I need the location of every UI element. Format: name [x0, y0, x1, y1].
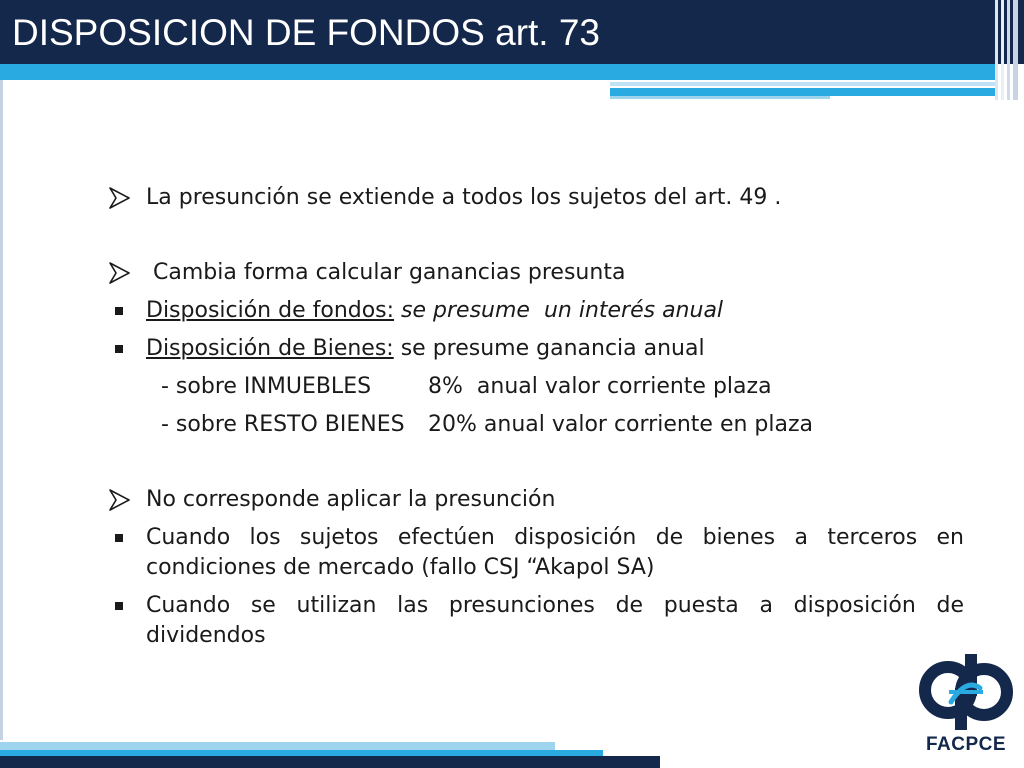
square-bullet-icon [106, 296, 132, 326]
list-item [106, 485, 964, 515]
list-item-label: Disposición de Bienes: [146, 336, 394, 361]
square-bullet-icon [106, 591, 132, 621]
list-item-text: Cuando se utilizan las presunciones de puesta a disposición de dividendos [146, 593, 964, 648]
list-item-text: Cambia forma calcular ganancias presunta [146, 260, 626, 285]
list-item [106, 258, 964, 288]
arrow-bullet-icon [106, 258, 132, 288]
list-item-text: se presume ganancia anual [393, 336, 705, 361]
list-item-label: Disposición de fondos: [146, 298, 395, 323]
square-bullet-icon [106, 523, 132, 553]
rate-line [106, 410, 964, 440]
facpce-emblem-icon [914, 650, 1018, 734]
list-item [106, 296, 964, 326]
list-item-text: Cuando los sujetos efectúen disposición de bienes a terceros en condiciones de mercado (fallo CSJ “Akapol SA) [146, 525, 964, 580]
logo-text: FACPCE [925, 734, 1007, 755]
list-item-text: La presunción se extiende a todos los sujetos del art. 49 . [146, 185, 782, 210]
rate-label: - sobre INMUEBLES [161, 374, 372, 399]
list-item [106, 523, 964, 583]
left-rule [0, 80, 3, 740]
square-bullet-icon [106, 334, 132, 364]
page-title: DISPOSICION DE FONDOS art. 73 [12, 12, 601, 53]
rate-label: - sobre RESTO BIENES [161, 412, 405, 437]
list-item [106, 183, 964, 213]
rate-value: 8% anual valor corriente plaza [428, 374, 772, 399]
list-item [106, 591, 964, 651]
title-bar [0, 0, 1024, 64]
slide-content [106, 180, 964, 651]
arrow-bullet-icon [106, 183, 132, 213]
facpce-logo [914, 650, 1018, 762]
list-item [106, 334, 964, 364]
rate-value: 20% anual valor corriente en plaza [428, 412, 814, 437]
rate-line [106, 372, 964, 402]
list-item-text: se presume un interés anual [394, 298, 724, 323]
list-item-text: No corresponde aplicar la presunción [146, 487, 556, 512]
arrow-bullet-icon [106, 485, 132, 515]
